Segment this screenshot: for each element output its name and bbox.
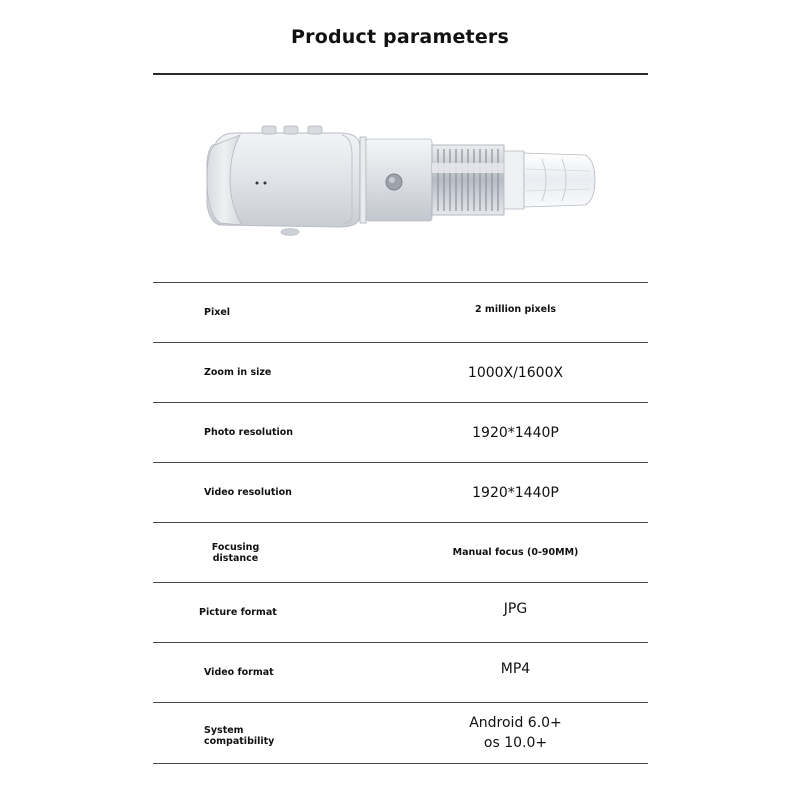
row-value: Manual focus (0-90MM) (452, 547, 579, 558)
table-row-pixel (153, 282, 648, 342)
page-title: Product parameters (291, 26, 509, 48)
row-label-line2: distance (212, 552, 259, 564)
microscope-product-image (190, 105, 610, 255)
row-label: Picture format (199, 607, 277, 618)
row-label: Photo resolution (204, 427, 294, 438)
table-row-photo-resolution (153, 402, 648, 462)
row-label: Pixel (204, 307, 231, 318)
row-label: Zoom in size (204, 367, 272, 378)
row-value: 1000X/1600X (467, 364, 564, 381)
row-value-line1: Android 6.0+ (469, 715, 562, 731)
table-row-focusing-distance (153, 522, 648, 582)
title-divider (153, 73, 648, 75)
table-row-video-format (153, 642, 648, 702)
row-label (153, 703, 333, 763)
table-row-system-compatibility (153, 702, 648, 764)
row-label-line1: System (204, 725, 244, 736)
row-value (353, 703, 678, 763)
row-value: JPG (503, 600, 528, 617)
row-value: 1920*1440P (472, 484, 559, 501)
row-value: 1920*1440P (472, 424, 559, 441)
parameters-table (153, 282, 648, 764)
row-label-line1: Focusing (211, 541, 260, 553)
row-label: Video resolution (204, 487, 292, 498)
row-label (153, 523, 318, 582)
row-label-line2: compatibility (204, 736, 275, 747)
row-value: MP4 (500, 660, 531, 677)
row-label: Video format (204, 667, 274, 678)
row-value: 2 million pixels (475, 304, 556, 315)
table-row-video-resolution (153, 462, 648, 522)
table-row-zoom (153, 342, 648, 402)
table-row-picture-format (153, 582, 648, 642)
row-value-line2: os 10.0+ (483, 735, 548, 751)
